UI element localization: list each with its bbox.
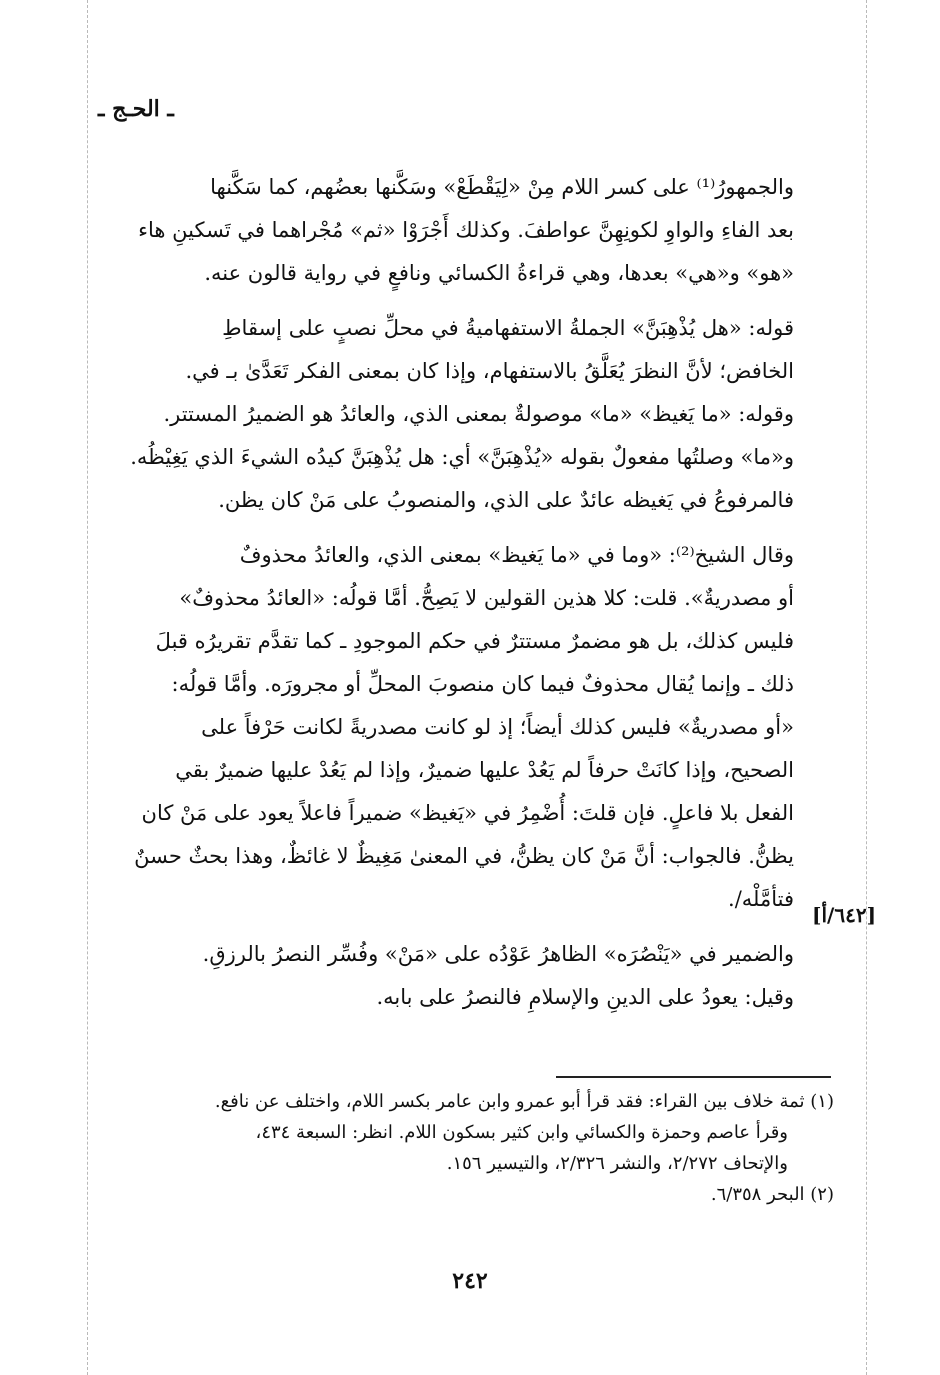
paragraph-1 [112,166,834,295]
text-line: الخافض؛ لأنَّ النظرَ يُعَلَّقُ بالاستفهام، وإذا كان بمعنى الفكر تَعَدَّىٰ بـ في. [185,359,794,383]
text-line: والضمير في «يَنْصُرَه» الظاهرُ عَوْدُه على «مَنْ» وفُسِّر النصرُ بالرزقِ. [202,942,794,966]
text-line: والجمهورُ⁽¹⁾ على كسر اللام مِنْ «لِيَقْطَعْ» وسَكَّنها بعضُهم، كما سَكَّنها [210,175,794,199]
text-line: الفعل بلا فاعلٍ. فإن قلتَ: أُضْمِرُ في «يَغيظ» ضميراً فاعلاً يعود على مَنْ كان [141,801,794,825]
footnote-1 [112,1086,834,1179]
footnotes [112,1086,834,1210]
text-line: فليس كذلك، بل هو مضمرٌ مستترٌ في حكم الموجودِ ـ كما تقدَّم تقريرُه قبلَ [155,629,794,653]
text-line: وقيل: يعودُ على الدينِ والإسلامِ فالنصرُ على بابه. [376,985,794,1009]
footnote-line: (١) ثمة خلاف بين القراء: فقد قرأ أبو عمرو وابن عامر بكسر اللام، واختلف عن نافع. [214,1091,834,1112]
text-line: «هو» و«هي» بعدها، وهي قراءةُ الكسائي ونافعٍ في رواية قالون عنه. [204,261,794,285]
margin-guide-left [87,0,88,1375]
text-line: فتأمَّلْه/. [728,887,794,911]
text-line: يظنُّ. فالجواب: أنَّ مَنْ كان يظنُّ، في المعنىٰ مَغِيظٌ لا غائظٌ، وهذا بحثٌ حسنٌ [134,844,794,868]
text-line: وقوله: «ما يَغيظ» «ما» موصولةٌ بمعنى الذي، والعائدُ هو الضميرُ المستتر. [163,402,794,426]
footnote-line: وقرأ عاصم وحمزة والكسائي وابن كثير بسكون اللام. انظر: السبعة ٤٣٤، [255,1122,788,1143]
chapter-header: ـ الحـج ـ [98,96,174,122]
text-line: أو مصدريةٌ». قلت: كلا هذين القولين لا يَصِحُّ. أمَّا قولُه: «العائدُ محذوفٌ» [179,586,794,610]
text-line: و«ما» وصلتُها مفعولٌ بقوله «يُذْهِبَنَّ» أي: هل يُذْهِبَنَّ كيدُه الشيءَ الذي يَغِيْظُه. [130,445,794,469]
text-line: وقال الشيخ⁽²⁾: «وما في «ما يَغيظ» بمعنى الذي، والعائدُ محذوفٌ [239,543,794,567]
footnote-line: والإتحاف ٢/٢٧٢، والنشر ٢/٣٢٦، والتيسير ١٥٦. [446,1153,788,1174]
paragraph-4 [112,933,834,1019]
paragraph-2 [112,307,834,522]
text-line: بعد الفاءِ والواوِ لكونِهِنَّ عواطفَ. وكذلك أَجْرَوْا «ثم» مُجْراهما في تَسكينِ هاء [138,218,794,242]
text-line: «أو مصدريةٌ» فليس كذلك أيضاً؛ إذ لو كانت مصدريةً لكانت حَرْفاً على [201,715,794,739]
page-number: ٢٤٢ [452,1268,488,1294]
footnote-divider [556,1076,831,1078]
footnote-2 [112,1179,834,1210]
text-line: قوله: «هل يُذْهِبَنَّ» الجملةُ الاستفهاميةُ في محلِّ نصبٍ على إسقاطِ [222,316,794,340]
manuscript-folio-marker: [٦٤٢/أ] [812,903,877,927]
main-text [112,166,834,1031]
text-line: ذلك ـ وإنما يُقال محذوفٌ فيما كان منصوبَ المحلِّ أو مجرورَه. وأمَّا قولُه: [171,672,794,696]
paragraph-3 [112,534,834,921]
margin-guide-right [866,0,867,1375]
footnote-line: (٢) البحر ٦/٣٥٨. [710,1184,834,1205]
text-line: فالمرفوعُ في يَغيظه عائدٌ على الذي، والمنصوبُ على مَنْ كان يظن. [218,488,794,512]
text-line: الصحيح، وإذا كانَتْ حرفاً لم يَعُدْ عليها ضميرٌ، وإذا لم يَعُدْ عليها ضميرٌ بقي [175,758,794,782]
